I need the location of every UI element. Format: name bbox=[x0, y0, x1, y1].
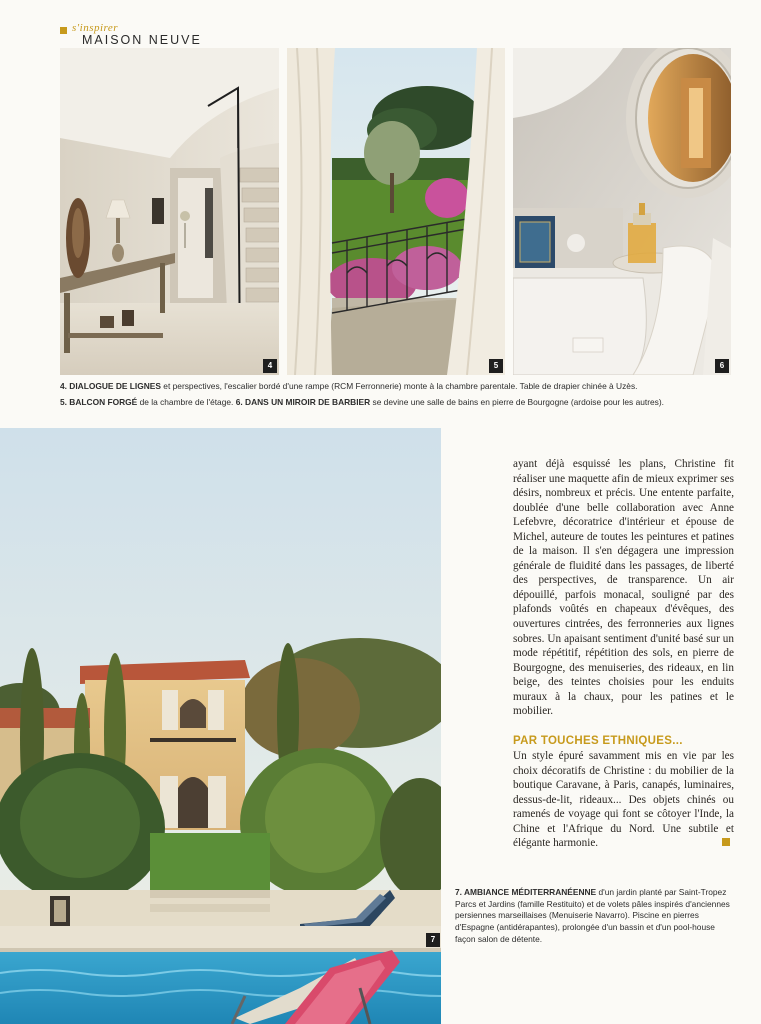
caption-6-text: se devine une salle de bains en pierre de Bourgogne (ardoise pour les autres). bbox=[370, 397, 664, 407]
bathroom-mirror-photo bbox=[513, 48, 731, 375]
caption-4-title: 4. DIALOGUE DE LIGNES bbox=[60, 381, 161, 391]
photo-number-badge: 6 bbox=[715, 359, 729, 373]
caption-photo-4 bbox=[60, 381, 637, 391]
photo-number-badge: 5 bbox=[489, 359, 503, 373]
balcony-garden-photo bbox=[287, 48, 505, 375]
end-of-article-icon bbox=[722, 838, 730, 846]
article-paragraph-2: Un style épuré savamment mis en vie par les choix décoratifs de Christine : du mobilier de la boutique Caravane, à Paris, canapés, luminaires, dessus-de-lit, rideaux... Des objets chinés ou ramenés de voyage qui font se côtoyer l'Inde, la Chine et l'Afrique du Nord. Une subtile et élégante harmonie. bbox=[513, 750, 734, 850]
section-kicker: s'inspirer bbox=[72, 22, 119, 34]
caption-7-text: d'un jardin planté par Saint-Tropez Parcs et Jardins (famille Restituito) et de volets pâles inspirés d'anciennes persiennes marseillaises (Menuiserie Navarro). Piscine en pierres d'Espagne (antidérapantes), prolongée d'un bassin et d'un pool-house façon salon de détente. bbox=[455, 887, 730, 944]
caption-5-text: de la chambre de l'étage. bbox=[137, 397, 236, 407]
article-paragraph-1: ayant déjà esquissé les plans, Christine fit réaliser une maquette afin de mieux exprimer ses désirs, nombreux et précis. Une entente parfaite, doublée d'une belle collaboration avec Anne Lefebvre, décoratrice d'intérieur et épouse de Michel, auteure de toutes les peintures et patines de la maison. Il s'en dégagera une impression générale de fluidité dans les passages, de liberté des perspectives, de transparence. Un air dépouillé, parfois monacal, souligné par des plafonds voûtés en chapeaux d'évêques, des ouvertures cintrées, des ferronneries aux lignes sobres. Un apaisant sentiment d'unité basé sur un mode répétitif, répétition des sols, en pierre de Bourgogne, des menuiseries, des rideaux, en lin beige, des teintes choisies pour les enduits muraux à la chaux, pour les patines et le mobilier. bbox=[513, 458, 734, 718]
caption-5-title: 5. BALCON FORGÉ bbox=[60, 397, 138, 407]
caption-4-text: et perspectives, l'escalier bordé d'une rampe (RCM Ferronnerie) monte à la chambre parentale. Table de drapier chinée à Uzès. bbox=[160, 381, 638, 391]
caption-7-title: 7. AMBIANCE MÉDITERRANÉENNE bbox=[455, 887, 597, 897]
section-marker-icon bbox=[60, 27, 67, 34]
section-title: MAISON NEUVE bbox=[82, 33, 202, 47]
caption-6-title: 6. DANS UN MIROIR DE BARBIER bbox=[235, 397, 371, 407]
villa-pool-photo bbox=[0, 428, 441, 1024]
photo-number-badge: 4 bbox=[263, 359, 277, 373]
photo-number-badge: 7 bbox=[426, 933, 440, 947]
caption-photo-5-6 bbox=[60, 397, 664, 407]
caption-photo-7 bbox=[455, 887, 735, 946]
stair-hallway-photo bbox=[60, 48, 279, 375]
section-heading: PAR TOUCHES ETHNIQUES... bbox=[513, 735, 683, 747]
